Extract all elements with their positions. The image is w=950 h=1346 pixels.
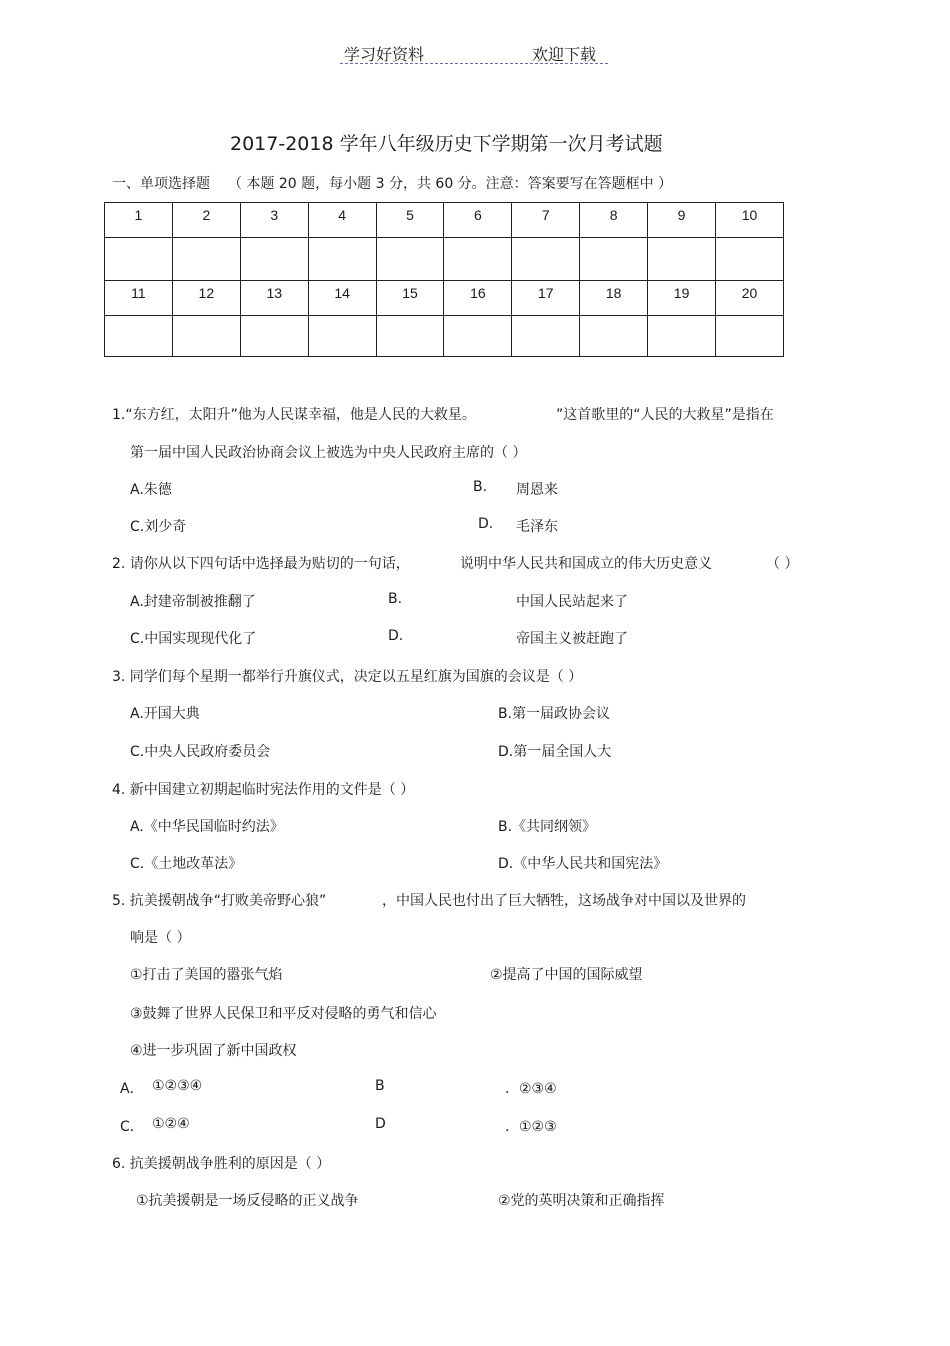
answer-grid-number: 3 [240, 203, 308, 238]
question-4-option-a: A.《中华民国临时约法》 [130, 819, 284, 835]
question-2-option-c: C.中国实现现代化了 [130, 631, 257, 647]
question-5-option-d: ．①②③ [505, 1119, 557, 1135]
question-2-option-d: 帝国主义被赶跑了 [516, 631, 628, 647]
answer-cell[interactable] [512, 316, 580, 357]
question-3-option-a: A.开国大典 [130, 706, 200, 722]
answer-cell[interactable] [512, 238, 580, 281]
question-3-option-b: B.第一届政协会议 [498, 706, 611, 722]
question-3-option-d: D.第一届全国人大 [498, 744, 612, 760]
question-2-option-b: 中国人民站起来了 [516, 594, 628, 610]
answer-cell[interactable] [105, 238, 173, 281]
answer-cell[interactable] [376, 238, 444, 281]
answer-grid-number: 1 [105, 203, 173, 238]
answer-cell[interactable] [580, 316, 648, 357]
question-5-stem: 5. 抗美援朝战争“打败美帝野心狼” [112, 893, 327, 909]
page-title: 2017-2018 学年八年级历史下学期第一次月考试题 [230, 133, 663, 155]
question-1-option-c: C.刘少奇 [130, 519, 187, 535]
question-2-stem: 2. 请你从以下四句话中选择最为贴切的一句话， [112, 556, 410, 572]
answer-grid [104, 202, 784, 357]
answer-grid-number: 17 [512, 281, 580, 316]
answer-cell[interactable] [648, 316, 716, 357]
question-6-statement-2: ②党的英明决策和正确指挥 [498, 1193, 665, 1209]
answer-cell[interactable] [172, 316, 240, 357]
question-4-option-c: C.《土地改革法》 [130, 856, 243, 872]
answer-grid-blank-row [105, 316, 784, 357]
question-1-option-b-letter: B. [473, 479, 488, 495]
answer-grid-blank-row [105, 238, 784, 281]
answer-cell[interactable] [648, 238, 716, 281]
answer-cell[interactable] [444, 316, 512, 357]
answer-grid-number: 7 [512, 203, 580, 238]
answer-grid-number-row [105, 281, 784, 316]
answer-grid-number: 14 [308, 281, 376, 316]
answer-grid-number: 9 [648, 203, 716, 238]
answer-grid-number: 10 [716, 203, 784, 238]
answer-grid-number: 8 [580, 203, 648, 238]
section-label: 一、单项选择题 [112, 176, 210, 192]
section-note: （ 本题 20 题，每小题 3 分，共 60 分。注意：答案要写在答题框中 ） [228, 176, 673, 192]
question-1-option-a: A.朱德 [130, 482, 172, 498]
question-4-option-b: B.《共同纲领》 [498, 819, 597, 835]
question-3-option-c: C.中央人民政府委员会 [130, 744, 271, 760]
question-1-option-d-letter: D. [478, 516, 494, 532]
answer-grid-number: 11 [105, 281, 173, 316]
question-5-option-c: ①②④ [152, 1116, 190, 1132]
question-5-stem-line2: 响是（ ） [130, 930, 191, 946]
header-dashed-underline [340, 63, 608, 64]
answer-cell[interactable] [240, 316, 308, 357]
question-2-answer-paren: （ ） [766, 556, 799, 572]
answer-grid-number: 18 [580, 281, 648, 316]
answer-grid-number: 12 [172, 281, 240, 316]
answer-grid-number: 15 [376, 281, 444, 316]
answer-cell[interactable] [240, 238, 308, 281]
question-4-stem: 4. 新中国建立初期起临时宪法作用的文件是（ ） [112, 782, 415, 798]
question-5-option-a-letter: A． [120, 1081, 144, 1097]
question-5-statement-2: ②提高了中国的国际威望 [490, 967, 643, 983]
question-1-stem-cont: ”这首歌里的“人民的大救星”是指在 [556, 407, 774, 423]
question-4-option-d: D.《中华人民共和国宪法》 [498, 856, 668, 872]
question-5-option-c-letter: C． [120, 1119, 144, 1135]
answer-cell[interactable] [376, 316, 444, 357]
question-2-option-b-letter: B. [388, 591, 403, 607]
question-2-option-a: A.封建帝制被推翻了 [130, 594, 256, 610]
answer-cell[interactable] [172, 238, 240, 281]
answer-grid-number: 16 [444, 281, 512, 316]
question-5-option-a: ①②③④ [152, 1078, 203, 1094]
question-1-option-b: 周恩来 [516, 482, 558, 498]
header-left-text: 学习好资料 [344, 45, 425, 64]
answer-grid-number: 13 [240, 281, 308, 316]
question-2-option-d-letter: D. [388, 628, 404, 644]
answer-cell[interactable] [716, 316, 784, 357]
question-1-option-d: 毛泽东 [516, 519, 558, 535]
question-5-option-b: ．②③④ [505, 1081, 557, 1097]
question-5-statement-1: ①打击了美国的嚣张气焰 [130, 967, 283, 983]
answer-grid-number: 4 [308, 203, 376, 238]
answer-cell[interactable] [580, 238, 648, 281]
header-right-text: 欢迎下载 [532, 45, 597, 64]
question-5-option-d-letter: D [375, 1116, 386, 1132]
question-3-stem: 3. 同学们每个星期一都举行升旗仪式，决定以五星红旗为国旗的会议是（ ） [112, 669, 583, 685]
question-1-stem-line2: 第一届中国人民政治协商会议上被选为中央人民政府主席的（ ） [130, 445, 527, 461]
question-6-statement-1: ①抗美援朝是一场反侵略的正义战争 [136, 1193, 359, 1209]
answer-grid-number: 19 [648, 281, 716, 316]
answer-grid-number: 20 [716, 281, 784, 316]
question-5-option-b-letter: B [375, 1078, 385, 1094]
answer-grid-number: 5 [376, 203, 444, 238]
question-5-statement-4: ④进一步巩固了新中国政权 [130, 1043, 297, 1059]
answer-grid-number: 6 [444, 203, 512, 238]
answer-cell[interactable] [105, 316, 173, 357]
answer-grid-number: 2 [172, 203, 240, 238]
question-5-statement-3: ③鼓舞了世界人民保卫和平反对侵略的勇气和信心 [130, 1006, 437, 1022]
question-6-stem: 6. 抗美援朝战争胜利的原因是（ ） [112, 1156, 331, 1172]
answer-cell[interactable] [308, 238, 376, 281]
answer-cell[interactable] [308, 316, 376, 357]
answer-cell[interactable] [716, 238, 784, 281]
question-1-stem: 1.“东方红，太阳升”他为人民谋幸福，他是人民的大救星。 [112, 407, 476, 423]
answer-cell[interactable] [444, 238, 512, 281]
answer-grid-number-row [105, 203, 784, 238]
question-2-stem-cont: 说明中华人民共和国成立的伟大历史意义 [460, 556, 712, 572]
question-5-stem-cont: ，中国人民也付出了巨大牺牲，这场战争对中国以及世界的 [382, 893, 746, 909]
